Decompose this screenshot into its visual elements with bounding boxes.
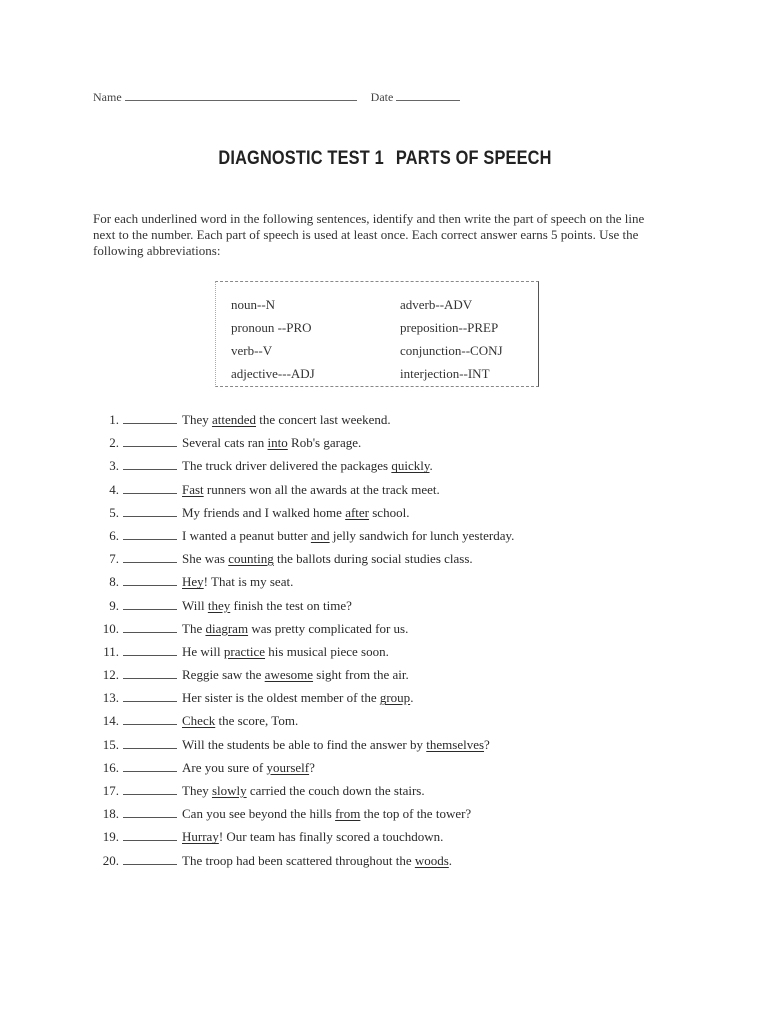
answer-blank[interactable] <box>123 828 177 841</box>
underlined-word: attended <box>211 412 257 427</box>
sentence-after: carried the couch down the stairs. <box>246 783 425 798</box>
question-sentence <box>182 851 452 871</box>
question-sentence <box>182 549 473 569</box>
sentence-after: ? <box>309 759 315 775</box>
question-row <box>97 480 637 503</box>
question-row <box>97 827 637 850</box>
sentence-after: the score, Tom. <box>215 713 299 729</box>
page-title <box>54 148 716 170</box>
underlined-word: Check <box>182 713 216 729</box>
answer-blank[interactable] <box>123 805 177 818</box>
sentence-after: school. <box>369 504 410 520</box>
sentence-before: Are you sure of <box>182 759 267 775</box>
question-sentence <box>182 456 433 476</box>
question-number: 2. <box>109 435 119 451</box>
question-row <box>97 711 637 734</box>
abbreviation-preposition: preposition--PREP <box>400 320 499 335</box>
question-number: 4. <box>109 481 119 497</box>
question-sentence <box>182 665 409 685</box>
underlined-word: practice <box>223 643 266 659</box>
underlined-word: woods <box>414 852 449 868</box>
answer-blank[interactable] <box>123 666 177 679</box>
question-number: 10. <box>102 620 119 636</box>
answer-blank[interactable] <box>123 573 177 586</box>
question-row <box>97 433 637 456</box>
abbreviations-right-column <box>400 293 503 385</box>
sentence-after: the concert last weekend. <box>256 412 391 427</box>
question-row <box>97 851 637 874</box>
answer-blank[interactable] <box>123 759 177 772</box>
sentence-before: She was <box>182 551 229 567</box>
question-sentence <box>182 827 443 847</box>
underlined-word: quickly <box>391 458 430 474</box>
sentence-before: They <box>182 783 212 798</box>
question-number: 17. <box>102 783 119 798</box>
question-sentence <box>182 619 408 639</box>
question-row <box>97 665 637 688</box>
answer-blank[interactable] <box>123 434 177 447</box>
sentence-before: My friends and I walked home <box>182 504 346 520</box>
answer-blank[interactable] <box>123 457 177 470</box>
question-number: 16. <box>102 759 119 775</box>
answer-blank[interactable] <box>123 643 177 656</box>
underlined-word: and <box>310 527 330 543</box>
instructions-paragraph: For each underlined word in the following sentences, identify and then write the part of speech on the line next to the number. Each part of speech is used at least once. Each correct answer earns 5 points. Use the following abbreviations: <box>93 211 645 258</box>
abbreviations-left-column <box>231 293 315 385</box>
sentence-after: . <box>410 690 414 706</box>
abbreviation-verb: verb--V <box>231 343 273 358</box>
question-row <box>97 781 637 804</box>
date-field[interactable] <box>396 91 460 101</box>
sentence-before: Will <box>182 597 208 613</box>
answer-blank[interactable] <box>123 689 177 702</box>
question-number: 11. <box>103 643 119 659</box>
sentence-before: The troop had been scattered throughout the <box>182 852 415 868</box>
sentence-after: runners won all the awards at the track meet. <box>203 481 440 497</box>
underlined-word: Fast <box>182 481 204 497</box>
sentence-after: was pretty complicated for us. <box>248 620 409 636</box>
sentence-before: The <box>182 620 206 636</box>
question-number: 18. <box>102 806 119 822</box>
question-sentence <box>182 804 471 824</box>
question-sentence <box>182 711 298 731</box>
question-number: 3. <box>109 458 119 474</box>
question-number: 19. <box>102 829 119 845</box>
answer-blank[interactable] <box>123 852 177 865</box>
answer-blank[interactable] <box>123 782 177 795</box>
question-sentence <box>182 572 293 592</box>
sentence-after: jelly sandwich for lunch yesterday. <box>329 527 515 543</box>
question-row <box>97 456 637 479</box>
sentence-after: ? <box>484 736 490 752</box>
sentence-after: sight from the air. <box>313 667 409 683</box>
underlined-word: counting <box>228 551 274 567</box>
title-test-number: DIAGNOSTIC TEST 1 <box>218 148 384 169</box>
question-sentence <box>182 642 389 662</box>
question-number: 1. <box>109 412 119 427</box>
sentence-before: They <box>182 412 212 427</box>
sentence-before: Her sister is the oldest member of the <box>182 690 380 706</box>
question-sentence <box>182 596 352 616</box>
question-number: 7. <box>109 551 119 567</box>
underlined-word: group <box>379 690 411 706</box>
sentence-before: Reggie saw the <box>182 667 265 683</box>
question-row <box>97 735 637 758</box>
question-number: 9. <box>109 597 119 613</box>
sentence-before: Several cats ran <box>182 435 268 451</box>
answer-blank[interactable] <box>123 411 177 424</box>
sentence-before: I wanted a peanut butter <box>182 527 311 543</box>
questions-list <box>97 410 637 874</box>
name-label: Name <box>93 90 122 104</box>
abbreviations-box <box>215 281 539 387</box>
underlined-word: diagram <box>205 620 249 636</box>
question-sentence <box>182 503 409 523</box>
sentence-after: . <box>448 852 453 868</box>
sentence-before: Can you see beyond the hills <box>182 806 336 822</box>
abbreviation-noun: noun--N <box>231 297 276 312</box>
underlined-word: from <box>335 806 361 822</box>
question-row <box>97 549 637 572</box>
question-number: 13. <box>102 690 119 706</box>
abbreviation-interjection: interjection--INT <box>400 366 490 381</box>
answer-blank[interactable] <box>123 550 177 563</box>
underlined-word: Hey <box>182 574 204 590</box>
question-number: 6. <box>109 527 119 543</box>
underlined-word: Hurray <box>182 829 219 845</box>
sentence-before: The truck driver delivered the packages <box>182 458 392 474</box>
answer-blank[interactable] <box>123 504 177 517</box>
sentence-after: ! That is my seat. <box>203 574 294 590</box>
question-sentence <box>182 688 413 708</box>
question-row <box>97 642 637 665</box>
abbreviation-conjunction: conjunction--CONJ <box>400 343 503 358</box>
answer-blank[interactable] <box>123 620 177 633</box>
underlined-word: yourself <box>266 759 310 775</box>
question-sentence <box>182 526 514 546</box>
answer-blank[interactable] <box>123 481 177 494</box>
question-row <box>97 596 637 619</box>
answer-blank[interactable] <box>123 736 177 749</box>
question-sentence <box>182 480 440 500</box>
question-row <box>97 758 637 781</box>
question-row <box>97 503 637 526</box>
title-topic: PARTS OF SPEECH <box>395 148 552 169</box>
question-row <box>97 526 637 549</box>
abbreviation-adverb: adverb--ADV <box>400 297 473 312</box>
answer-blank[interactable] <box>123 712 177 725</box>
underlined-word: they <box>207 597 231 613</box>
question-row <box>97 572 637 595</box>
question-sentence <box>182 758 315 778</box>
sentence-after: ! Our team has finally scored a touchdown. <box>218 829 444 845</box>
answer-blank[interactable] <box>123 597 177 610</box>
question-number: 15. <box>102 736 119 752</box>
name-date-header <box>93 90 460 105</box>
question-number: 8. <box>109 574 119 590</box>
sentence-before: Will the students be able to find the answer by <box>182 736 427 752</box>
question-number: 5. <box>109 504 119 520</box>
sentence-after: Rob's garage. <box>287 435 362 451</box>
question-sentence <box>182 410 391 430</box>
underlined-word: slowly <box>211 783 247 798</box>
abbreviation-pronoun: pronoun --PRO <box>231 320 312 335</box>
answer-blank[interactable] <box>123 527 177 540</box>
abbreviation-adjective: adjective---ADJ <box>231 366 315 381</box>
sentence-after: finish the test on time? <box>230 597 352 613</box>
question-sentence <box>182 433 361 453</box>
question-sentence <box>182 781 425 801</box>
question-row <box>97 410 637 433</box>
question-number: 20. <box>102 852 119 868</box>
sentence-after: the ballots during social studies class. <box>273 551 473 567</box>
underlined-word: after <box>345 504 369 520</box>
question-number: 14. <box>102 713 119 729</box>
question-row <box>97 619 637 642</box>
question-row <box>97 804 637 827</box>
sentence-after: . <box>429 458 433 474</box>
question-sentence <box>182 735 490 755</box>
underlined-word: into <box>267 435 288 451</box>
sentence-after: his musical piece soon. <box>265 643 389 659</box>
sentence-before: He will <box>182 643 224 659</box>
sentence-after: the top of the tower? <box>360 806 472 822</box>
date-label: Date <box>370 90 394 104</box>
underlined-word: awesome <box>264 667 314 683</box>
name-field[interactable] <box>125 91 357 101</box>
underlined-word: themselves <box>426 736 485 752</box>
question-row <box>97 688 637 711</box>
question-number: 12. <box>102 667 119 683</box>
